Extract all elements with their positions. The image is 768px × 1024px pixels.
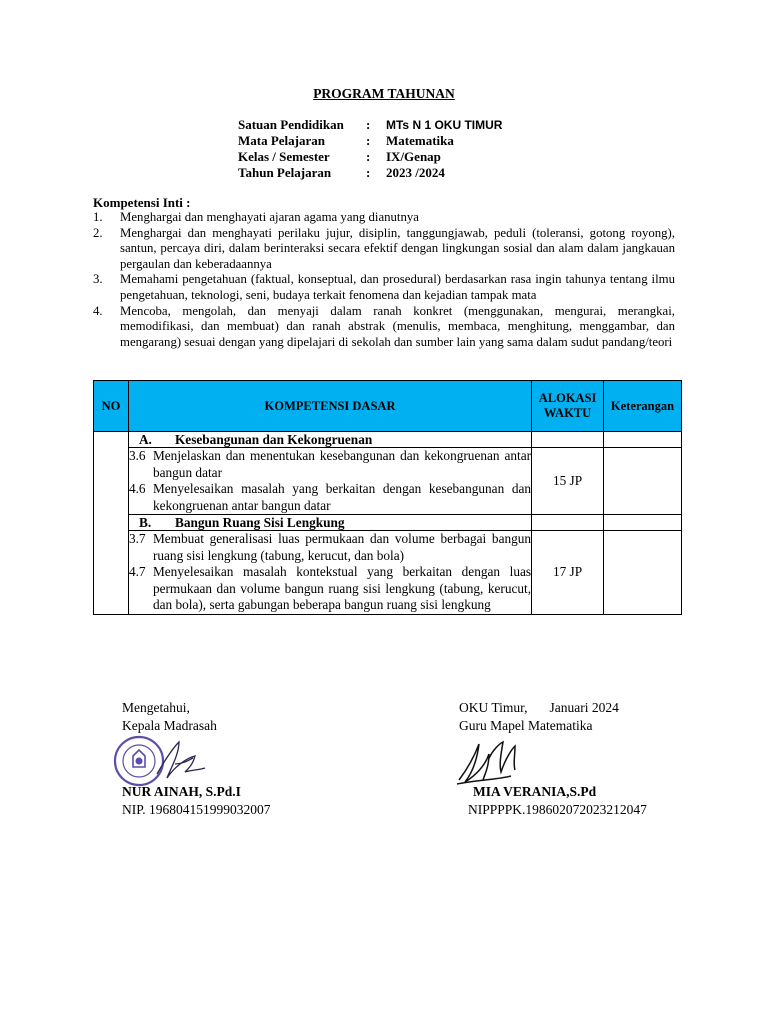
section-title: Kesebangunan dan Kekongruenan [174, 432, 373, 447]
kd-code: 4.6 [128, 481, 146, 496]
alokasi-cell: 17 JP [532, 531, 604, 615]
kd-text: Menjelaskan dan menentukan kesebangunan dan kekongruenan antar bangun datar [152, 448, 532, 480]
info-value: Matematika [386, 133, 454, 148]
list-text: Menghargai dan menghayati ajaran agama yang dianutnya [120, 210, 419, 224]
table-header-row [94, 381, 682, 432]
info-label: Mata Pelajaran [238, 133, 326, 148]
empty-cell [532, 432, 604, 448]
place-date-line [459, 699, 619, 717]
kd-text: Menyelesaikan masalah kontekstual yang berkaitan dengan luas permukaan dan volume bangun ruang sisi lengkung (tabung, kerucut, dan bola), serta gabungan beberapa bangun ruang sisi lengkung [152, 564, 532, 612]
table-row [94, 448, 682, 515]
list-number: 2. [93, 225, 103, 240]
empty-cell [532, 515, 604, 531]
list-item [93, 226, 675, 273]
mengetahui-label: Mengetahui, [122, 700, 190, 715]
kd-cell [128, 448, 531, 515]
empty-cell [604, 515, 682, 531]
kd-cell [128, 531, 531, 615]
position-label: Kepala Madrasah [122, 718, 217, 733]
info-separator: : [366, 165, 371, 180]
kompetensi-inti-heading: Kompetensi Inti : [93, 195, 191, 210]
place-label: OKU Timur, [459, 700, 528, 715]
teacher-position-label: Guru Mapel Matematika [459, 718, 593, 733]
right-signature-identity [468, 783, 647, 819]
list-item [93, 272, 675, 303]
keterangan-cell [604, 448, 682, 515]
section-letter: B. [138, 515, 152, 530]
info-separator: : [366, 133, 371, 148]
kd-item [129, 448, 531, 481]
teacher-signature-icon [455, 730, 535, 790]
list-number: 4. [93, 303, 103, 318]
info-value: IX/Genap [386, 149, 441, 164]
kd-text: Menyelesaikan masalah yang berkaitan dengan kesebangunan dan kekongruenan antar bangun datar [152, 481, 532, 513]
column-header-keterangan: Keterangan [604, 381, 682, 432]
kd-code: 4.7 [128, 564, 146, 579]
section-letter: A. [138, 432, 152, 447]
column-header-kd: KOMPETENSI DASAR [128, 381, 531, 432]
no-cell [94, 432, 129, 615]
column-header-no: NO [94, 381, 129, 432]
section-row [94, 432, 682, 448]
principal-nip: NIP. 196804151999032007 [122, 802, 271, 817]
kompetensi-dasar-table [93, 380, 682, 615]
kd-text: Membuat generalisasi luas permukaan dan volume berbagai bangun ruang sisi lengkung (tabung, kerucut, dan bola) [152, 531, 532, 563]
kd-code: 3.7 [128, 531, 146, 546]
kd-item [129, 481, 531, 514]
info-value: MTs N 1 OKU TIMUR [386, 118, 503, 132]
list-item [93, 304, 675, 351]
left-signature-identity [122, 783, 271, 819]
info-label: Satuan Pendidikan [238, 117, 344, 132]
info-row-mapel [238, 133, 502, 149]
info-label: Kelas / Semester [238, 149, 330, 164]
info-label: Tahun Pelajaran [238, 165, 332, 180]
page-title: PROGRAM TAHUNAN [313, 86, 455, 101]
info-value: 2023 /2024 [386, 165, 445, 180]
section-title-cell [128, 515, 531, 531]
column-header-alokasi: ALOKASI WAKTU [532, 381, 604, 432]
keterangan-cell [604, 531, 682, 615]
section-title: Bangun Ruang Sisi Lengkung [174, 515, 345, 530]
kd-item [129, 531, 531, 564]
section-row [94, 515, 682, 531]
list-text: Menghargai dan menghayati perilaku jujur, disiplin, tanggungjawab, peduli (toleransi, gotong royong), santun, percaya diri, dalam berinteraksi secara efektif dengan lingkungan sosial dan alam dalam jangkauan pergaulan dan keberadaannya [120, 225, 675, 271]
info-separator: : [366, 149, 371, 164]
info-row-tahun [238, 165, 502, 181]
teacher-nip: NIPPPPK.198602072023212047 [468, 802, 647, 817]
list-number: 3. [93, 272, 103, 287]
list-item [93, 210, 675, 226]
kompetensi-inti-list [93, 210, 675, 350]
kd-item [129, 564, 531, 614]
table-row [94, 531, 682, 615]
info-row-satuan [238, 117, 502, 133]
info-separator: : [366, 117, 371, 132]
section-title-cell [128, 432, 531, 448]
principal-name: NUR AINAH, S.Pd.I [122, 784, 241, 799]
document-info [238, 117, 502, 181]
list-text: Memahami pengetahuan (faktual, konseptual, dan prosedural) berdasarkan rasa ingin tahunya tentang ilmu pengetahuan, teknologi, seni, budaya terkait fenomena dan kejadian tampak mata [120, 272, 675, 302]
date-label: Januari 2024 [549, 700, 619, 715]
alokasi-cell: 15 JP [532, 448, 604, 515]
teacher-name: MIA VERANIA,S.Pd [473, 784, 597, 799]
empty-cell [604, 432, 682, 448]
list-text: Mencoba, mengolah, dan menyaji dalam ranah konkret (menggunakan, mengurai, merangkai, memodifikasi, dan membuat) dan ranah abstrak (menulis, membaca, menghitung, menggambar, dan mengarang) sesuai dengan yang dipelajari di sekolah dan sumber lain yang sama dalam sudut pandang/teori [120, 303, 675, 349]
kd-code: 3.6 [128, 448, 146, 463]
info-row-kelas [238, 149, 502, 165]
list-number: 1. [93, 210, 103, 224]
